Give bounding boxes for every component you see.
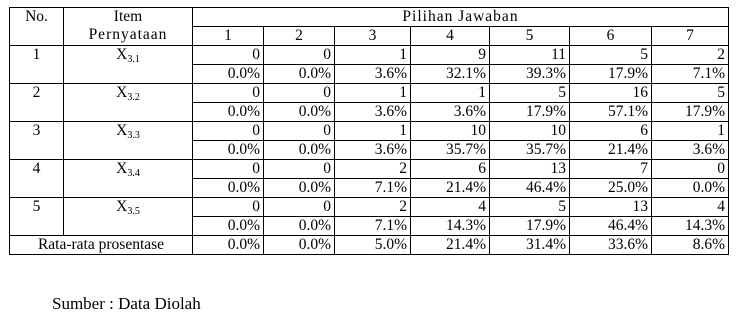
header-item-line2: Pernyataan [88,26,168,43]
count-cell: 2 [335,198,411,217]
row-number: 2 [10,84,64,122]
percent-cell: 14.3% [652,217,729,236]
percent-cell: 17.9% [490,217,570,236]
count-cell: 0 [652,160,729,179]
count-cell: 4 [411,198,490,217]
count-cell: 2 [335,160,411,179]
count-cell: 0 [193,122,264,141]
count-cell: 0 [264,160,335,179]
item-symbol: X [116,84,128,101]
source-note: Sumber : Data Diolah [52,294,201,313]
table-row [10,122,729,141]
percent-cell: 0.0% [193,179,264,198]
row-item [64,46,193,84]
percent-cell: 57.1% [570,103,652,122]
count-cell: 0 [193,46,264,65]
table-row [10,84,729,103]
count-cell: 0 [264,122,335,141]
count-cell: 5 [490,84,570,103]
percent-cell: 3.6% [652,141,729,160]
count-cell: 1 [335,122,411,141]
percent-cell: 35.7% [490,141,570,160]
average-cell: 31.4% [490,236,570,255]
item-subscript: 3.3 [127,130,140,141]
row-number: 5 [10,198,64,236]
average-cell: 21.4% [411,236,490,255]
item-subscript: 3.5 [127,206,140,217]
percent-cell: 39.3% [490,65,570,84]
item-subscript: 3.1 [127,54,140,65]
percent-cell: 25.0% [570,179,652,198]
average-cell: 0.0% [193,236,264,255]
header-option: 3 [335,27,411,46]
row-number: 3 [10,122,64,160]
count-cell: 1 [335,46,411,65]
average-cell: 5.0% [335,236,411,255]
percent-cell: 7.1% [652,65,729,84]
table-row [10,160,729,179]
percent-cell: 32.1% [411,65,490,84]
count-cell: 2 [652,46,729,65]
percent-cell: 17.9% [490,103,570,122]
count-cell: 1 [652,122,729,141]
percent-cell: 3.6% [411,103,490,122]
header-option: 4 [411,27,490,46]
count-cell: 9 [411,46,490,65]
header-option: 5 [490,27,570,46]
row-number: 4 [10,160,64,198]
percent-cell: 17.9% [570,65,652,84]
percent-cell: 7.1% [335,179,411,198]
percent-cell: 14.3% [411,217,490,236]
count-cell: 0 [264,46,335,65]
percent-cell: 0.0% [264,65,335,84]
item-symbol: X [116,160,128,177]
average-row [10,236,729,255]
header-option: 1 [193,27,264,46]
percent-cell: 0.0% [193,103,264,122]
percent-cell: 46.4% [570,217,652,236]
average-label: Rata-rata prosentase [10,236,193,255]
percent-cell: 3.6% [335,141,411,160]
percent-cell: 3.6% [335,103,411,122]
count-cell: 6 [570,122,652,141]
count-cell: 0 [264,198,335,217]
percent-cell: 0.0% [264,179,335,198]
count-cell: 5 [570,46,652,65]
header-pilihan-jawaban: Pilihan Jawaban [193,8,729,27]
header-no: No. [10,8,64,46]
count-cell: 6 [411,160,490,179]
average-cell: 33.6% [570,236,652,255]
count-cell: 11 [490,46,570,65]
percent-cell: 0.0% [264,141,335,160]
count-cell: 0 [193,84,264,103]
count-cell: 0 [193,160,264,179]
percent-cell: 17.9% [652,103,729,122]
count-cell: 13 [570,198,652,217]
average-cell: 0.0% [264,236,335,255]
item-subscript: 3.4 [127,168,140,179]
row-item [64,198,193,236]
header-item-line1: Item [113,8,143,25]
header-item [64,8,193,46]
count-cell: 1 [411,84,490,103]
count-cell: 13 [490,160,570,179]
response-table [9,7,729,255]
item-symbol: X [116,198,128,215]
percent-cell: 0.0% [193,217,264,236]
count-cell: 16 [570,84,652,103]
count-cell: 10 [490,122,570,141]
percent-cell: 3.6% [335,65,411,84]
item-symbol: X [116,122,128,139]
table-row [10,46,729,65]
row-item [64,160,193,198]
percent-cell: 0.0% [264,217,335,236]
average-cell: 8.6% [652,236,729,255]
count-cell: 1 [335,84,411,103]
count-cell: 5 [490,198,570,217]
percent-cell: 7.1% [335,217,411,236]
count-cell: 4 [652,198,729,217]
percent-cell: 46.4% [490,179,570,198]
header-option: 6 [570,27,652,46]
item-subscript: 3.2 [127,92,140,103]
percent-cell: 21.4% [570,141,652,160]
row-item [64,84,193,122]
row-item [64,122,193,160]
row-number: 1 [10,46,64,84]
percent-cell: 0.0% [652,179,729,198]
percent-cell: 21.4% [411,179,490,198]
header-option: 7 [652,27,729,46]
count-cell: 10 [411,122,490,141]
table-row [10,198,729,217]
count-cell: 7 [570,160,652,179]
percent-cell: 0.0% [264,103,335,122]
count-cell: 0 [193,198,264,217]
header-option: 2 [264,27,335,46]
count-cell: 0 [264,84,335,103]
percent-cell: 0.0% [193,65,264,84]
percent-cell: 35.7% [411,141,490,160]
item-symbol: X [116,46,128,63]
percent-cell: 0.0% [193,141,264,160]
count-cell: 5 [652,84,729,103]
